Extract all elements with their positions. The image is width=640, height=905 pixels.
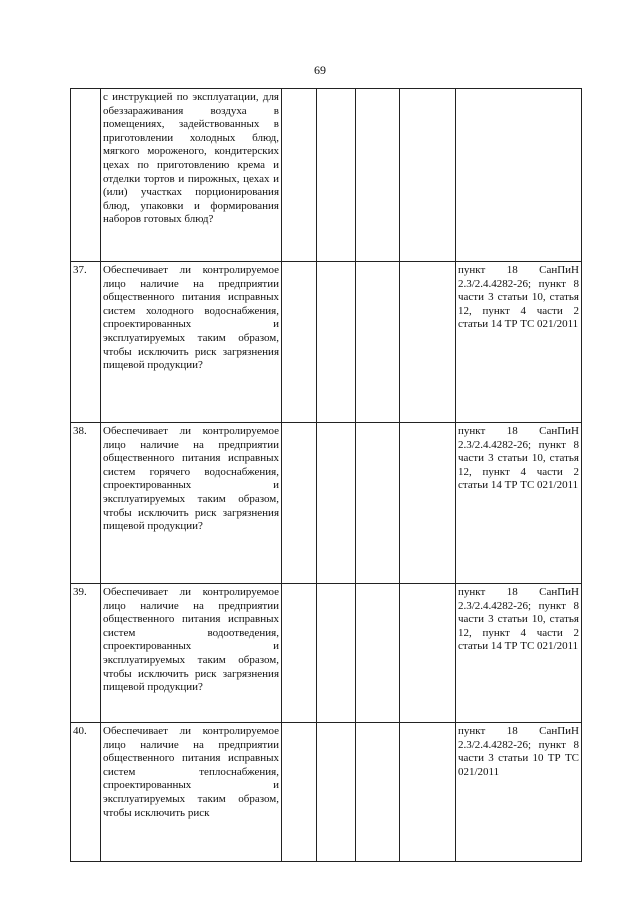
question-cell: Обеспечивает ли контролируемое лицо наличие на предприятии общественного питания исправных систем горячего водоснабжения, спроектированных и эксплуатируемых таким образом, чтобы исключить риск загрязнения пищевой продукции? — [101, 423, 282, 584]
table-row — [71, 584, 582, 723]
answer-no-cell — [317, 423, 356, 584]
answer-no-cell — [317, 723, 356, 862]
answer-na-cell — [356, 423, 400, 584]
answer-no-cell — [317, 584, 356, 723]
note-cell — [400, 89, 456, 262]
table-row — [71, 723, 582, 862]
answer-na-cell — [356, 262, 400, 423]
table-row — [71, 423, 582, 584]
question-cell: Обеспечивает ли контролируемое лицо наличие на предприятии общественного питания исправных систем водоотведения, спроектированных и эксплуатируемых таким образом, чтобы исключить риск загрязнения пищевой продукции? — [101, 584, 282, 723]
checklist-table — [70, 88, 582, 862]
question-cell: с инструкцией по эксплуатации, для обеззараживания воздуха в помещениях, задействованных в приготовлении холодных блюд, мягкого мороженого, кондитерских цехах по приготовлению крема и отделки тортов и пирожных, цехах и (или) участках порционирования блюд, упаковки и формирования наборов готовых блюд? — [101, 89, 282, 262]
reference-cell: пункт 18 СанПиН 2.3/2.4.4282-26; пункт 8 части 3 статьи 10 ТР ТС 021/2011 — [456, 723, 582, 862]
row-number-cell: 38. — [71, 423, 101, 584]
answer-yes-cell — [282, 262, 317, 423]
row-number-cell: 39. — [71, 584, 101, 723]
note-cell — [400, 423, 456, 584]
answer-yes-cell — [282, 423, 317, 584]
answer-no-cell — [317, 89, 356, 262]
reference-cell: пункт 18 СанПиН 2.3/2.4.4282-26; пункт 8 части 3 статьи 10, статья 12, пункт 4 части 2 статьи 14 ТР ТС 021/2011 — [456, 423, 582, 584]
answer-yes-cell — [282, 89, 317, 262]
row-number-cell — [71, 89, 101, 262]
answer-yes-cell — [282, 584, 317, 723]
answer-na-cell — [356, 584, 400, 723]
row-number-cell: 40. — [71, 723, 101, 862]
question-cell: Обеспечивает ли контролируемое лицо наличие на предприятии общественного питания исправных систем теплоснабжения, спроектированных и эксплуатируемых таким образом, чтобы исключить риск — [101, 723, 282, 862]
table-row — [71, 89, 582, 262]
answer-na-cell — [356, 89, 400, 262]
reference-cell — [456, 89, 582, 262]
answer-yes-cell — [282, 723, 317, 862]
answer-no-cell — [317, 262, 356, 423]
reference-cell: пункт 18 СанПиН 2.3/2.4.4282-26; пункт 8 части 3 статьи 10, статья 12, пункт 4 части 2 статьи 14 ТР ТС 021/2011 — [456, 262, 582, 423]
reference-cell: пункт 18 СанПиН 2.3/2.4.4282-26; пункт 8 части 3 статьи 10, статья 12, пункт 4 части 2 статьи 14 ТР ТС 021/2011 — [456, 584, 582, 723]
table-row — [71, 262, 582, 423]
question-cell: Обеспечивает ли контролируемое лицо наличие на предприятии общественного питания исправных систем холодного водоснабжения, спроектированных и эксплуатируемых таким образом, чтобы исключить риск загрязнения пищевой продукции? — [101, 262, 282, 423]
note-cell — [400, 584, 456, 723]
note-cell — [400, 723, 456, 862]
page-number: 69 — [314, 63, 326, 77]
row-number-cell: 37. — [71, 262, 101, 423]
note-cell — [400, 262, 456, 423]
answer-na-cell — [356, 723, 400, 862]
